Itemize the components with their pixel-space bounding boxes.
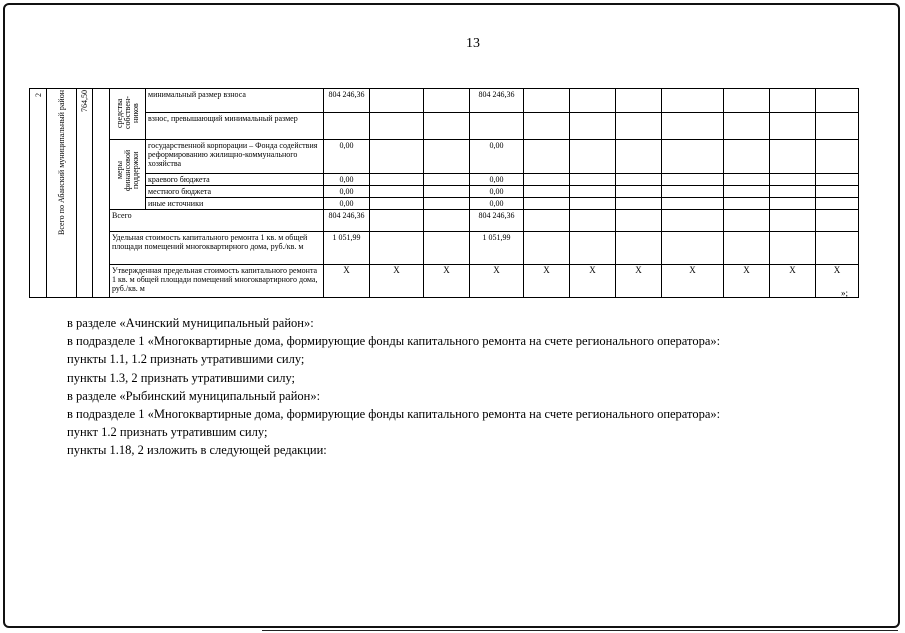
area-cell: 764,50	[77, 89, 93, 298]
closing-quote: »;	[841, 288, 849, 298]
total-row-label: Всего	[110, 210, 324, 232]
paragraph: пункты 1.3, 2 признать утратившими силу;	[67, 370, 296, 385]
paragraph: в разделе «Ачинский муниципальный район»:	[67, 316, 314, 330]
x-mark: Х	[524, 265, 570, 298]
paragraph: пункты 1.18, 2 изложить в следующей редакции:	[67, 443, 327, 458]
value-cell: 804 246,36	[470, 89, 524, 113]
paragraph: пункт 1.2 признать утратившим силу;	[67, 425, 268, 440]
group-owners-label: средства собствен-ников	[110, 89, 146, 140]
page-number: 13	[466, 36, 480, 51]
x-mark: Х	[816, 265, 859, 298]
row-label: краевого бюджета	[146, 174, 324, 186]
row-label: государственной корпорации – Фонда содействия реформированию жилищно-коммунального хозяйства	[146, 140, 324, 174]
spacer-cell	[93, 89, 110, 298]
paragraph: в подразделе 1 «Многоквартирные дома, формирующие фонды капитального ремонта на счете регионального оператора»:	[67, 407, 721, 422]
x-mark: Х	[724, 265, 770, 298]
paragraph: в подразделе 1 «Многоквартирные дома, формирующие фонды капитального ремонта на счете регионального оператора»:	[67, 334, 721, 349]
cost-table: 2 Всего по Абанский муниципальный район 764,50 средства собствен-ников минимальный размер взноса 804 246,36 804 246,36 взнос, превышающий минимальный размер меры финансовой поддержки государственной корпорации – Фонда содействия реформированию жилищно-коммунального хозяйства 0,00 0,00 краевого бюджета 0,00 0,00 местного бюджета 0,00 0,00 иные источники 0,00 0,00 Всего 804 246,36 804 246,36 Удельная стоимость капитального ремонта 1 кв. м общей площади помещений многоквартирного дома, руб./кв. м 1 051,99 1 051,99 Утвержденная предельная стоимость капитального ремонта 1 кв. м общей площади помещений многоквартирного дома, руб./кв. м Х Х Х Х Х Х Х Х Х Х Х	[29, 88, 859, 298]
x-mark: Х	[370, 265, 424, 298]
row-label: местного бюджета	[146, 186, 324, 198]
x-mark: Х	[616, 265, 662, 298]
row-label: иные источники	[146, 198, 324, 210]
paragraph: в разделе «Рыбинский муниципальный район»:	[67, 388, 321, 403]
district-total-label: Всего по Абанский муниципальный район	[47, 89, 77, 298]
x-mark: Х	[662, 265, 724, 298]
row-number-cell: 2	[30, 89, 47, 298]
x-mark: Х	[470, 265, 524, 298]
unit-cost-label: Удельная стоимость капитального ремонта 1 кв. м общей площади помещений многоквартирного дома, руб./кв. м	[110, 232, 324, 265]
x-mark: Х	[770, 265, 816, 298]
amendment-text	[67, 314, 867, 460]
bottom-rule	[262, 630, 898, 631]
x-mark: Х	[570, 265, 616, 298]
x-mark: Х	[324, 265, 370, 298]
limit-cost-label: Утвержденная предельная стоимость капитального ремонта 1 кв. м общей площади помещений многоквартирного дома, руб./кв. м	[110, 265, 324, 298]
value-cell: 804 246,36	[324, 89, 370, 113]
paragraph: пункты 1.1, 1.2 признать утратившими силу;	[67, 352, 305, 367]
x-mark: Х	[424, 265, 470, 298]
row-label: взнос, превышающий минимальный размер	[146, 113, 324, 140]
row-label: минимальный размер взноса	[146, 89, 324, 113]
group-support-label: меры финансовой поддержки	[110, 140, 146, 210]
